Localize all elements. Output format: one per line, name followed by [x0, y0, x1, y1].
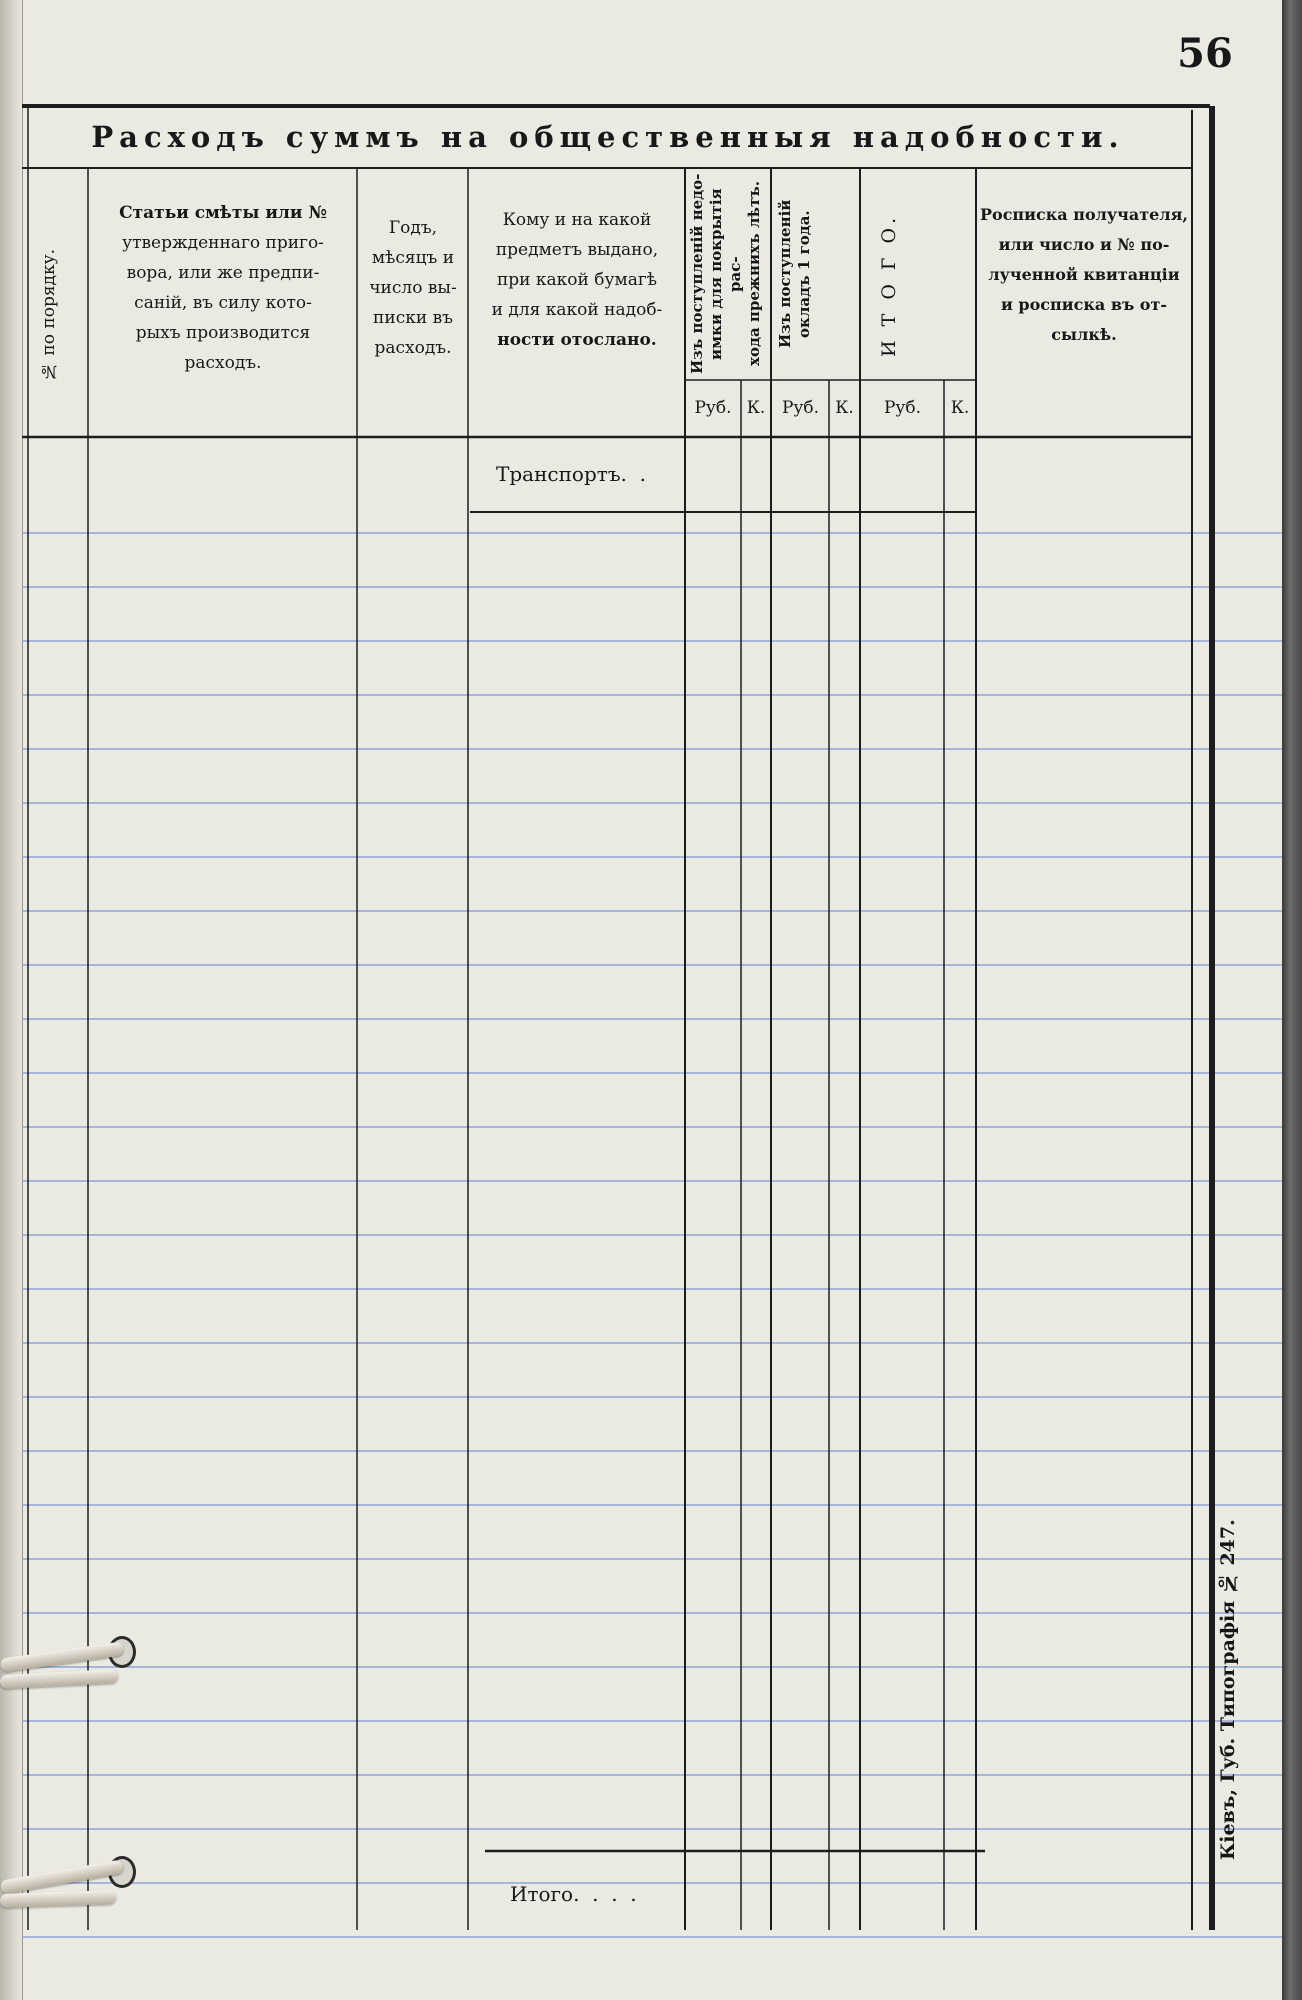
header-date-line: число вы- — [369, 278, 457, 298]
header-current-receipts — [776, 172, 856, 376]
unit-kop-total: К. — [950, 398, 970, 418]
header-receipt-line: сылкѣ. — [1051, 325, 1117, 344]
header-articles-line: расходъ. — [184, 353, 262, 373]
header-arrears — [688, 172, 770, 376]
header-order-number: № по порядку. — [39, 248, 59, 382]
header-recipient-line: ности отослано. — [497, 330, 657, 350]
header-articles-line: саній, въ силу кото- — [134, 293, 312, 313]
transport-text: Транспортъ. — [496, 462, 627, 486]
header-current-line: Изъ поступленій — [776, 199, 794, 349]
header-receipt-line: Росписка получателя, — [979, 205, 1188, 224]
total-text: Итого. — [510, 1882, 580, 1906]
header-date-line: Годъ, — [388, 218, 438, 238]
header-receipt-line: или число и № по- — [998, 235, 1170, 254]
header-articles — [92, 198, 354, 378]
transport-dots: . — [626, 462, 646, 486]
total-dots: . . . — [579, 1882, 637, 1906]
header-arrears-line: хода прежнихъ лѣтъ. — [745, 181, 763, 367]
header-current-line: окладъ 1 года. — [795, 210, 813, 338]
unit-kop-arrears: К. — [746, 398, 766, 418]
header-recipient-line: и для какой надоб- — [491, 300, 663, 320]
header-recipient-line: предметъ выдано, — [495, 240, 659, 260]
header-date-line: расходъ. — [374, 338, 452, 358]
header-arrears-line: имки для покрытія рас- — [707, 188, 744, 360]
header-recipient-line: Кому и на какой — [502, 210, 652, 230]
blue-ruling — [22, 533, 1282, 1937]
header-receipt-line: лученной квитанціи — [988, 265, 1180, 284]
header-recipient-line: при какой бумагѣ — [496, 270, 658, 290]
page-title: Расходъ суммъ на общественныя надобности. — [91, 120, 1125, 154]
header-date-line: мѣсяцъ и — [371, 248, 455, 268]
total-label — [510, 1882, 637, 1906]
table-frame — [22, 106, 1212, 1930]
header-date — [360, 213, 466, 363]
header-recipient — [471, 205, 683, 355]
header-total: И Т О Г О. — [878, 213, 900, 357]
printer-mark: Кіевъ, Губ. Типографія № 247. — [1217, 1519, 1239, 1861]
header-articles-line: утвержденнаго приго- — [122, 233, 324, 253]
header-articles-line: вора, или же предпи- — [126, 263, 320, 283]
header-articles-line: рыхъ производится — [135, 323, 311, 343]
unit-rub-total: Руб. — [883, 398, 922, 418]
unit-rub-arrears: Руб. — [694, 398, 732, 418]
header-date-line: писки въ — [373, 308, 453, 328]
page-number: 56 — [1177, 30, 1233, 77]
header-receipt — [978, 200, 1190, 350]
unit-kop-current: К. — [835, 398, 854, 418]
transport-label — [496, 462, 646, 486]
header-arrears-line: Изъ поступленій недо- — [688, 173, 706, 375]
header-receipt-line: и росписка въ от- — [1000, 295, 1168, 314]
header-articles-line: Статьи смѣты или № — [119, 203, 327, 223]
unit-rub-current: Руб. — [781, 398, 820, 418]
